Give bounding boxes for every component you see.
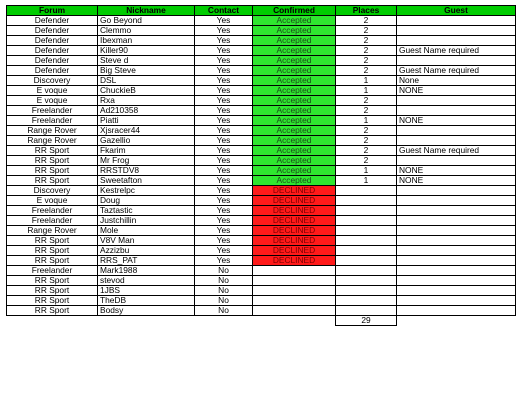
header-places: Places: [336, 6, 397, 16]
header-nickname: Nickname: [98, 6, 195, 16]
table-row: [7, 186, 516, 196]
places-cell: 2: [336, 136, 397, 146]
nickname-cell: Ibexman: [98, 36, 195, 46]
confirmed-cell: Accepted: [253, 46, 336, 56]
table-row: [7, 246, 516, 256]
table-row: [7, 36, 516, 46]
guest-cell: [397, 96, 516, 106]
forum-cell: RR Sport: [7, 246, 98, 256]
contact-cell: Yes: [195, 166, 253, 176]
confirmed-cell: Accepted: [253, 126, 336, 136]
guest-cell: NONE: [397, 176, 516, 186]
guest-cell: [397, 106, 516, 116]
nickname-cell: Kestrelpc: [98, 186, 195, 196]
table-row: [7, 66, 516, 76]
places-cell: 2: [336, 16, 397, 26]
contact-cell: Yes: [195, 196, 253, 206]
contact-cell: Yes: [195, 236, 253, 246]
contact-cell: Yes: [195, 66, 253, 76]
confirmed-cell: [253, 276, 336, 286]
header-guest: Guest: [397, 6, 516, 16]
table-row: [7, 116, 516, 126]
forum-cell: Range Rover: [7, 126, 98, 136]
guest-cell: [397, 286, 516, 296]
table-row: [7, 176, 516, 186]
forum-cell: Defender: [7, 36, 98, 46]
nickname-cell: Steve d: [98, 56, 195, 66]
nickname-cell: Mark1988: [98, 266, 195, 276]
confirmed-cell: Accepted: [253, 176, 336, 186]
forum-cell: RR Sport: [7, 236, 98, 246]
forum-cell: RR Sport: [7, 276, 98, 286]
guest-cell: [397, 196, 516, 206]
nickname-cell: Piatti: [98, 116, 195, 126]
confirmed-cell: Accepted: [253, 156, 336, 166]
places-cell: 1: [336, 116, 397, 126]
forum-cell: Discovery: [7, 186, 98, 196]
confirmed-cell: Accepted: [253, 16, 336, 26]
nickname-cell: V8V Man: [98, 236, 195, 246]
contact-cell: No: [195, 296, 253, 306]
header-confirmed: Confirmed: [253, 6, 336, 16]
contact-cell: Yes: [195, 36, 253, 46]
table-row: [7, 276, 516, 286]
table-row: [7, 236, 516, 246]
confirmed-cell: [253, 286, 336, 296]
forum-cell: Defender: [7, 56, 98, 66]
nickname-cell: RRS_PAT: [98, 256, 195, 266]
places-cell: 1: [336, 76, 397, 86]
forum-cell: Defender: [7, 46, 98, 56]
confirmed-cell: Accepted: [253, 96, 336, 106]
forum-cell: Range Rover: [7, 226, 98, 236]
table-row: [7, 126, 516, 136]
nickname-cell: Big Steve: [98, 66, 195, 76]
forum-cell: Defender: [7, 16, 98, 26]
nickname-cell: Fkarim: [98, 146, 195, 156]
places-cell: [336, 286, 397, 296]
nickname-cell: Sweetafton: [98, 176, 195, 186]
contact-cell: Yes: [195, 256, 253, 266]
nickname-cell: stevod: [98, 276, 195, 286]
confirmed-cell: [253, 296, 336, 306]
guest-cell: NONE: [397, 116, 516, 126]
forum-cell: E voque: [7, 196, 98, 206]
total-row: [7, 316, 516, 326]
guest-cell: [397, 226, 516, 236]
guest-cell: [397, 56, 516, 66]
table-row: [7, 166, 516, 176]
table-row: [7, 146, 516, 156]
forum-cell: Freelander: [7, 216, 98, 226]
forum-cell: E voque: [7, 96, 98, 106]
places-cell: 1: [336, 176, 397, 186]
nickname-cell: Azzizbu: [98, 246, 195, 256]
header-contact: Contact: [195, 6, 253, 16]
nickname-cell: Xjsracer44: [98, 126, 195, 136]
forum-cell: RR Sport: [7, 146, 98, 156]
contact-cell: Yes: [195, 126, 253, 136]
places-cell: [336, 186, 397, 196]
table-body: [7, 16, 516, 316]
contact-cell: Yes: [195, 136, 253, 146]
nickname-cell: Mole: [98, 226, 195, 236]
total-spacer: [253, 316, 336, 326]
contact-cell: Yes: [195, 186, 253, 196]
guest-cell: NONE: [397, 86, 516, 96]
nickname-cell: Gazellio: [98, 136, 195, 146]
places-cell: 1: [336, 86, 397, 96]
places-cell: 2: [336, 56, 397, 66]
confirmed-cell: DECLINED: [253, 236, 336, 246]
contact-cell: Yes: [195, 226, 253, 236]
table-row: [7, 256, 516, 266]
places-cell: 2: [336, 146, 397, 156]
places-cell: 2: [336, 26, 397, 36]
total-spacer: [7, 316, 98, 326]
guest-cell: [397, 216, 516, 226]
forum-cell: RR Sport: [7, 256, 98, 266]
contact-cell: Yes: [195, 146, 253, 156]
forum-cell: Range Rover: [7, 136, 98, 146]
places-cell: [336, 196, 397, 206]
places-cell: [336, 216, 397, 226]
forum-cell: Discovery: [7, 76, 98, 86]
forum-cell: RR Sport: [7, 306, 98, 316]
contact-cell: Yes: [195, 106, 253, 116]
confirmed-cell: Accepted: [253, 106, 336, 116]
table-row: [7, 56, 516, 66]
guest-cell: NONE: [397, 166, 516, 176]
nickname-cell: Clemmo: [98, 26, 195, 36]
nickname-cell: ChuckieB: [98, 86, 195, 96]
table-row: [7, 136, 516, 146]
places-cell: 2: [336, 156, 397, 166]
table-row: [7, 106, 516, 116]
places-cell: 2: [336, 96, 397, 106]
forum-cell: RR Sport: [7, 176, 98, 186]
confirmed-cell: Accepted: [253, 26, 336, 36]
forum-cell: RR Sport: [7, 156, 98, 166]
guest-cell: [397, 296, 516, 306]
table-row: [7, 96, 516, 106]
contact-cell: Yes: [195, 96, 253, 106]
nickname-cell: Bodsy: [98, 306, 195, 316]
guest-cell: [397, 236, 516, 246]
nickname-cell: Go Beyond: [98, 16, 195, 26]
contact-cell: Yes: [195, 116, 253, 126]
table-row: [7, 156, 516, 166]
contact-cell: No: [195, 286, 253, 296]
guest-cell: [397, 16, 516, 26]
places-cell: 2: [336, 106, 397, 116]
nickname-cell: Ad210358: [98, 106, 195, 116]
forum-cell: Defender: [7, 26, 98, 36]
places-cell: [336, 306, 397, 316]
contact-cell: Yes: [195, 56, 253, 66]
table-row: [7, 76, 516, 86]
nickname-cell: Rxa: [98, 96, 195, 106]
table-row: [7, 216, 516, 226]
forum-cell: RR Sport: [7, 166, 98, 176]
confirmed-cell: DECLINED: [253, 216, 336, 226]
contact-cell: Yes: [195, 76, 253, 86]
guest-cell: Guest Name required: [397, 146, 516, 156]
nickname-cell: DSL: [98, 76, 195, 86]
guest-cell: [397, 126, 516, 136]
confirmed-cell: Accepted: [253, 166, 336, 176]
confirmed-cell: DECLINED: [253, 256, 336, 266]
guest-cell: Guest Name required: [397, 46, 516, 56]
contact-cell: No: [195, 276, 253, 286]
nickname-cell: Justchillin: [98, 216, 195, 226]
nickname-cell: TheDB: [98, 296, 195, 306]
table-row: [7, 266, 516, 276]
places-cell: 1: [336, 166, 397, 176]
places-cell: [336, 206, 397, 216]
guest-cell: None: [397, 76, 516, 86]
table-row: [7, 306, 516, 316]
places-cell: 2: [336, 36, 397, 46]
contact-cell: No: [195, 306, 253, 316]
places-cell: [336, 256, 397, 266]
nickname-cell: Mr Frog: [98, 156, 195, 166]
confirmed-cell: [253, 266, 336, 276]
contact-cell: Yes: [195, 206, 253, 216]
confirmed-cell: Accepted: [253, 86, 336, 96]
contact-cell: Yes: [195, 16, 253, 26]
guest-cell: [397, 136, 516, 146]
places-cell: [336, 266, 397, 276]
confirmed-cell: Accepted: [253, 66, 336, 76]
table-row: [7, 26, 516, 36]
total-spacer: [195, 316, 253, 326]
nickname-cell: Doug: [98, 196, 195, 206]
table-row: [7, 286, 516, 296]
table-row: [7, 46, 516, 56]
table-row: [7, 226, 516, 236]
confirmed-cell: DECLINED: [253, 226, 336, 236]
contact-cell: Yes: [195, 156, 253, 166]
confirmed-cell: [253, 306, 336, 316]
places-cell: [336, 276, 397, 286]
guest-cell: [397, 256, 516, 266]
guest-cell: Guest Name required: [397, 66, 516, 76]
contact-cell: Yes: [195, 176, 253, 186]
confirmed-cell: Accepted: [253, 146, 336, 156]
total-spacer: [98, 316, 195, 326]
confirmed-cell: Accepted: [253, 36, 336, 46]
contact-cell: Yes: [195, 216, 253, 226]
confirmed-cell: Accepted: [253, 76, 336, 86]
forum-cell: Freelander: [7, 206, 98, 216]
places-cell: 2: [336, 126, 397, 136]
contact-cell: No: [195, 266, 253, 276]
places-cell: [336, 246, 397, 256]
table-row: [7, 196, 516, 206]
contact-cell: Yes: [195, 26, 253, 36]
places-cell: [336, 236, 397, 246]
contact-cell: Yes: [195, 86, 253, 96]
guest-cell: [397, 276, 516, 286]
nickname-cell: Killer90: [98, 46, 195, 56]
guest-cell: [397, 36, 516, 46]
confirmed-cell: DECLINED: [253, 196, 336, 206]
guest-cell: [397, 266, 516, 276]
nickname-cell: Taztastic: [98, 206, 195, 216]
confirmed-cell: Accepted: [253, 136, 336, 146]
table-row: [7, 206, 516, 216]
contact-cell: Yes: [195, 246, 253, 256]
table-row: [7, 86, 516, 96]
forum-cell: RR Sport: [7, 286, 98, 296]
forum-cell: Defender: [7, 66, 98, 76]
guest-cell: [397, 156, 516, 166]
confirmed-cell: DECLINED: [253, 246, 336, 256]
places-cell: [336, 296, 397, 306]
forum-cell: E voque: [7, 86, 98, 96]
confirmed-cell: Accepted: [253, 56, 336, 66]
total-places: 29: [336, 316, 397, 326]
table-row: [7, 16, 516, 26]
confirmed-cell: DECLINED: [253, 206, 336, 216]
places-cell: 2: [336, 66, 397, 76]
forum-cell: Freelander: [7, 106, 98, 116]
attendance-table: [6, 5, 516, 326]
header-forum: Forum: [7, 6, 98, 16]
confirmed-cell: DECLINED: [253, 186, 336, 196]
forum-cell: Freelander: [7, 266, 98, 276]
guest-cell: [397, 186, 516, 196]
nickname-cell: RRSTDV8: [98, 166, 195, 176]
confirmed-cell: Accepted: [253, 116, 336, 126]
total-spacer: [397, 316, 516, 326]
nickname-cell: 1JBS: [98, 286, 195, 296]
header-row: [7, 6, 516, 16]
table-row: [7, 296, 516, 306]
guest-cell: [397, 26, 516, 36]
forum-cell: Freelander: [7, 116, 98, 126]
forum-cell: RR Sport: [7, 296, 98, 306]
guest-cell: [397, 246, 516, 256]
places-cell: 2: [336, 46, 397, 56]
places-cell: [336, 226, 397, 236]
guest-cell: [397, 306, 516, 316]
guest-cell: [397, 206, 516, 216]
contact-cell: Yes: [195, 46, 253, 56]
